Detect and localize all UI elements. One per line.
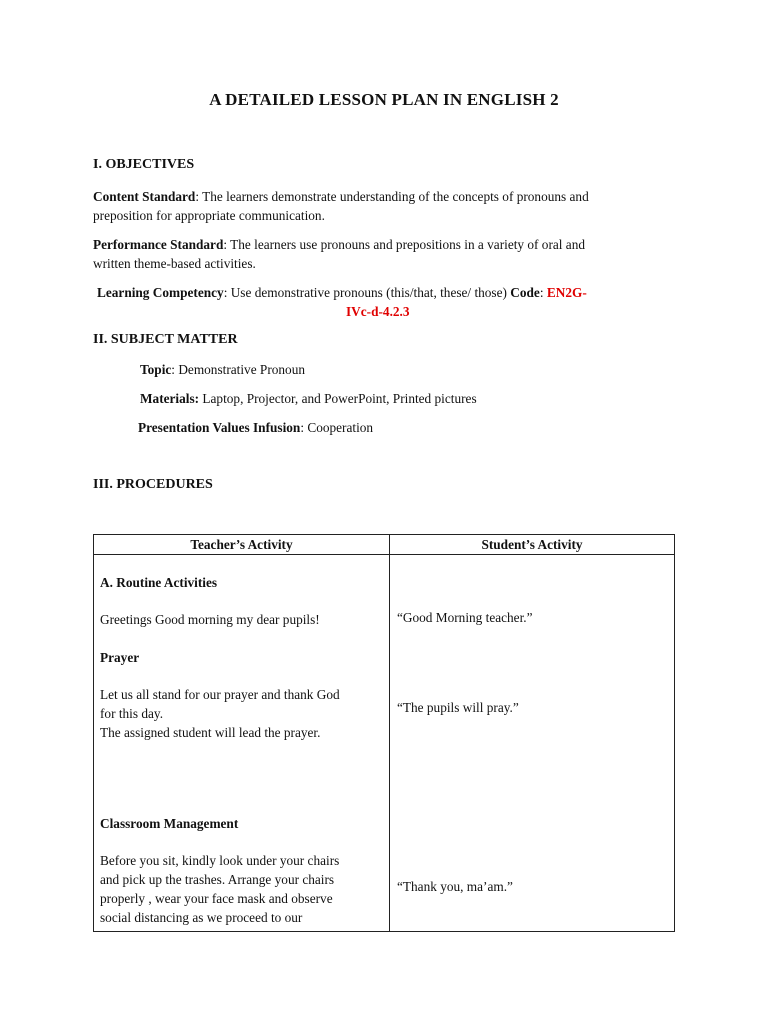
content-standard-text: : The learners demonstrate understanding of the concepts of pronouns and [195, 189, 589, 204]
materials-value: Laptop, Projector, and PowerPoint, Printed pictures [199, 391, 477, 406]
student-activity-header: Student’s Activity [390, 535, 675, 555]
values-infusion-value: : Cooperation [300, 420, 374, 435]
content-standard [93, 187, 589, 206]
content-standard-label: Content Standard [93, 189, 196, 204]
classroom-management-heading: Classroom Management [100, 816, 239, 831]
classroom-management-line-1: Before you sit, kindly look under your chairs [100, 853, 340, 868]
code-value-part1: EN2G- [546, 285, 587, 300]
topic-label: Topic [140, 362, 172, 377]
performance-standard-label: Performance Standard [93, 237, 224, 252]
materials-line [140, 389, 477, 408]
materials-label: Materials: [140, 391, 200, 406]
prayer-line-2: for this day. [100, 706, 164, 721]
student-reply-thanks: “Thank you, ma’am.” [397, 879, 513, 894]
performance-standard-line2: written theme-based activities. [93, 256, 256, 271]
greetings-text: Greetings Good morning my dear pupils! [100, 612, 320, 627]
procedures-heading: III. PROCEDURES [93, 477, 213, 492]
classroom-management-line-2: and pick up the trashes. Arrange your chairs [100, 872, 335, 887]
classroom-management-line-4: social distancing as we proceed to our [100, 910, 303, 925]
objectives-heading: I. OBJECTIVES [93, 157, 195, 172]
procedures-table [93, 534, 675, 932]
code-separator: : [539, 285, 547, 300]
document-title: A DETAILED LESSON PLAN IN ENGLISH 2 [209, 90, 559, 109]
prayer-line-3: The assigned student will lead the prayer. [100, 725, 321, 740]
topic-value: : Demonstrative Pronoun [171, 362, 305, 377]
code-label: Code [510, 285, 540, 300]
student-reply-greeting: “Good Morning teacher.” [397, 610, 533, 625]
prayer-heading: Prayer [100, 650, 140, 665]
learning-competency [97, 283, 587, 302]
learning-competency-text: : Use demonstrative pronouns (this/that, these/ those) [223, 285, 511, 300]
classroom-management-line-3: properly , wear your face mask and observe [100, 891, 333, 906]
content-standard-line2: preposition for appropriate communication. [93, 208, 325, 223]
table-row [94, 555, 675, 932]
performance-standard-text: : The learners use pronouns and prepositions in a variety of oral and [223, 237, 585, 252]
learning-competency-label: Learning Competency [97, 285, 224, 300]
code-value-part2: IVc-d-4.2.3 [346, 304, 410, 319]
table-header-row [94, 535, 675, 555]
routine-activities-heading: A. Routine Activities [100, 575, 218, 590]
teacher-activity-cell [94, 555, 390, 932]
subject-matter-heading: II. SUBJECT MATTER [93, 332, 238, 347]
student-activity-cell [390, 555, 675, 932]
topic-line [140, 360, 305, 379]
performance-standard [93, 235, 585, 254]
values-infusion-label: Presentation Values Infusion [138, 420, 301, 435]
student-reply-prayer: “The pupils will pray.” [397, 700, 519, 715]
values-infusion-line [138, 418, 373, 437]
teacher-activity-header: Teacher’s Activity [94, 535, 390, 555]
prayer-line-1: Let us all stand for our prayer and thank God [100, 687, 340, 702]
